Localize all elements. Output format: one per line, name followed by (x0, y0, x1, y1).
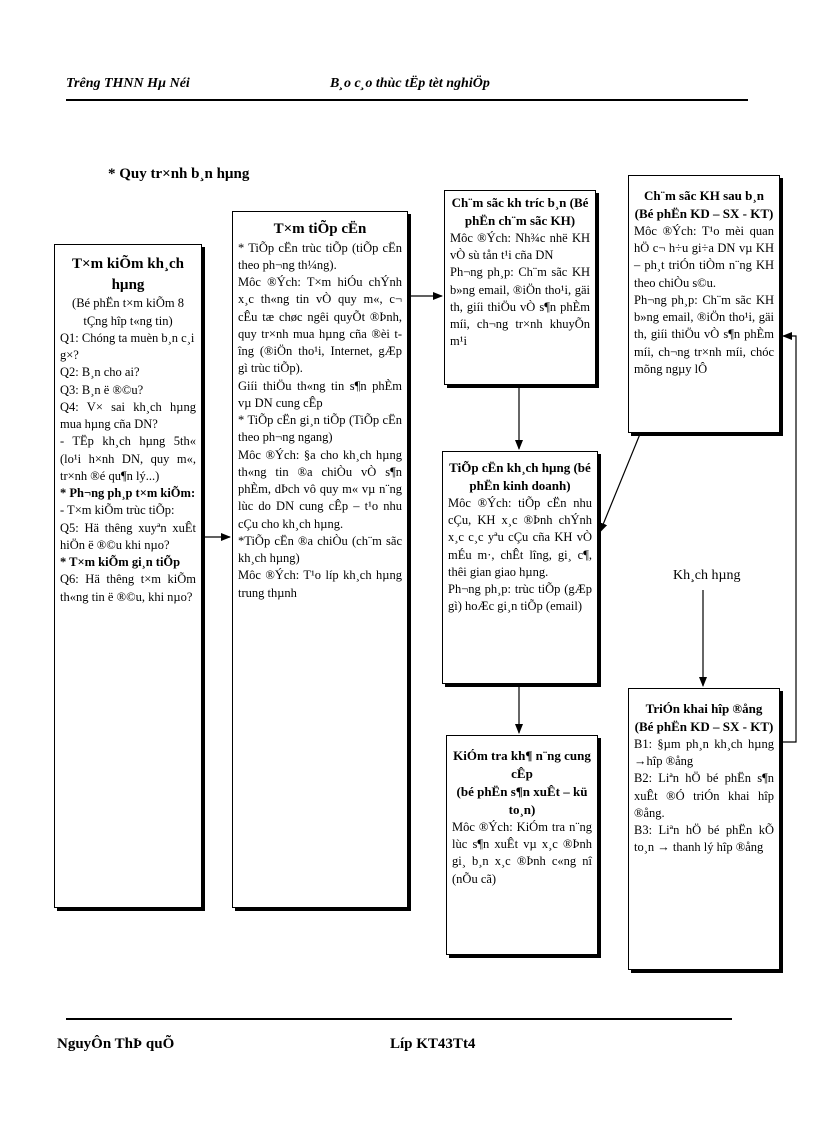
list-item: * Ph¬ng ph¸p t×m kiÕm: (60, 486, 196, 501)
list-item: Môc ®Ých: tiÕp cËn nhu cÇu, KH x¸c ®Þnh chÝnh x¸c c¸c yªu cÇu cña KH vÒ mÉu m·, chÊt lîng, gi¸ c¶, thêi gian giao hµng. (448, 495, 592, 579)
list-item: Môc ®Ých: §a cho kh¸ch hµng th«ng tin ®a chiÒu vÒ s¶n phÈm, dÞch vô quy m« vµ n¨ng lùc do DN cung cÊp – t¹o nhu cÇu cho kh¸ch hµng. (238, 447, 402, 531)
footer-class: Líp KT43Tt4 (390, 1036, 476, 1052)
list-item: Q3: B¸n ë ®©u? (60, 382, 144, 397)
box-approach-customer-title: TiÕp cËn kh¸ch hµng (bé phËn kinh doanh) (449, 460, 591, 493)
list-item: Q4: V× sai kh¸ch hµng mua hµng cña DN? (60, 399, 196, 432)
box-contract-title: TriÓn khai hîp ®ång (645, 701, 763, 716)
list-item: Môc ®Ých: KiÓm tra n¨ng lùc s¶n xuÊt vµ x¸c ®Þnh gi¸ b¸n x¸c ®Þnh c«ng nî (nÕu cã) (452, 819, 592, 886)
box-find-customer-subtitle: (Bé phËn t×m kiÕm 8 tÇng hîp t«ng tin) (72, 296, 184, 328)
list-item: Môc ®Ých: Nh¾c nhë KH vÒ sù tån t¹i cña DN (450, 230, 590, 263)
box-find-customer-title: T×m kiÕm kh¸ch hµng (72, 256, 184, 293)
box-contract-subtitle: (Bé phËn KD – SX - KT) (634, 718, 774, 734)
list-item: * T×m kiÕm gi¸n tiÕp (60, 555, 181, 570)
list-item: B2: Liªn hÖ bé phËn s¶n xuÊt ®Ó triÓn khai hîp ®ång. (634, 771, 774, 820)
list-item: Q1: Chóng ta muèn b¸n c¸i g×? (60, 330, 195, 363)
header-school: Trêng THNN Hµ Néi (66, 76, 190, 91)
list-item: - TËp kh¸ch hµng 5th« (lo¹i h×nh DN, quy m«, tr×nh ®é qu¶n lý...) (60, 434, 196, 483)
arrow-care-after-to-approach-customer (600, 434, 640, 532)
list-item: *TiÕp cËn ®a chiÒu (ch¨m sãc kh¸ch hµng) (238, 533, 402, 566)
list-item: Môc ®Ých: T¹o líp kh¸ch hµng trung thµnh (238, 568, 402, 600)
list-item: * TiÕp cËn trùc tiÕp (tiÕp cËn theo ph¬ng th¼ng). (238, 240, 402, 272)
list-item: * TiÕp cËn gi¸n tiÕp (TiÕp cËn theo ph¬ng ngang) (238, 413, 402, 445)
list-item: Giíi thiÖu th«ng tin s¶n phÈm vµ DN cung cÊp (238, 378, 402, 410)
box-approach-title: T×m tiÕp cËn (273, 221, 367, 237)
list-item: Môc ®Ých: T×m hiÓu chÝnh x¸c th«ng tin vÒ quy m«, c¬ cÊu tæ chøc ngêi quyÕt ®Þnh, quy tr×nh mua hµng cña ®èi tîng (®iÖn tho¹i, Internet, gÆp gì trùc tiÕp). (238, 275, 402, 376)
list-item: Q5: Hä thêng xuyªn xuÊt hiÖn ë ®©u khi nµo? (60, 520, 196, 552)
list-item: B1: §µm ph¸n kh¸ch hµng →hîp ®ång (634, 736, 774, 769)
box-check-capacity-title: KiÓm tra kh¶ n¨ng cung cÊp (453, 748, 591, 781)
list-item: - T×m kiÕm trùc tiÕp: (60, 503, 175, 518)
list-item: Q6: Hä thêng t×m kiÕm th«ng tin ë ®©u, khi nµo? (60, 572, 196, 604)
footer-author: NguyÔn ThÞ quÕ (57, 1036, 175, 1052)
section-title: * Quy tr×nh b¸n hµng (108, 166, 250, 182)
list-item: Ph¬ng ph¸p: Ch¨m sãc KH b»ng email, ®iÖn tho¹i, gäi th, giíi thiÖu vÒ s¶n phÈm míi, ch¬ng tr×nh khuyÕn m¹i (450, 265, 590, 349)
box-care-after-title: Ch¨m sãc KH sau b¸n (644, 188, 764, 203)
box-check-capacity-subtitle: (bé phËn s¶n xuÊt – kü to¸n) (456, 783, 588, 817)
list-item: Môc ®Ých: T¹o mèi quan hÖ c¬ h÷u gi÷a DN vµ KH – ph¸t triÓn tiÒm n¨ng KH theo chiÒu s©u. (634, 223, 774, 290)
header-report-title: B¸o c¸o thùc tËp tèt nghiÖp (330, 76, 490, 91)
customer-label: Kh¸ch hµng (673, 568, 741, 583)
box-care-after-subtitle: (Bé phËn KD – SX - KT) (634, 205, 774, 221)
arrow-contract-to-care-after (781, 336, 796, 742)
list-item: Ph¬ng ph¸p: trùc tiÕp (gÆp gì) hoÆc gi¸n tiÕp (email) (448, 582, 592, 614)
list-item: B3: Liªn hÖ bé phËn kÕ to¸n → thanh lý hîp ®ång (634, 823, 774, 855)
box-care-before-title: Ch¨m sãc kh tríc b¸n (Bé phËn ch¨m sãc KH) (451, 195, 589, 228)
list-item: Ph¬ng ph¸p: Ch¨m sãc KH b»ng email, ®iÖn tho¹i, gäi th, giíi thiÖu vÒ s¶n phÈm míi, ch¬ng tr×nh míi, chóc mõng ngµy lÔ (634, 292, 774, 376)
footer-rule (66, 1018, 732, 1020)
list-item: Q2: B¸n cho ai? (60, 365, 140, 380)
